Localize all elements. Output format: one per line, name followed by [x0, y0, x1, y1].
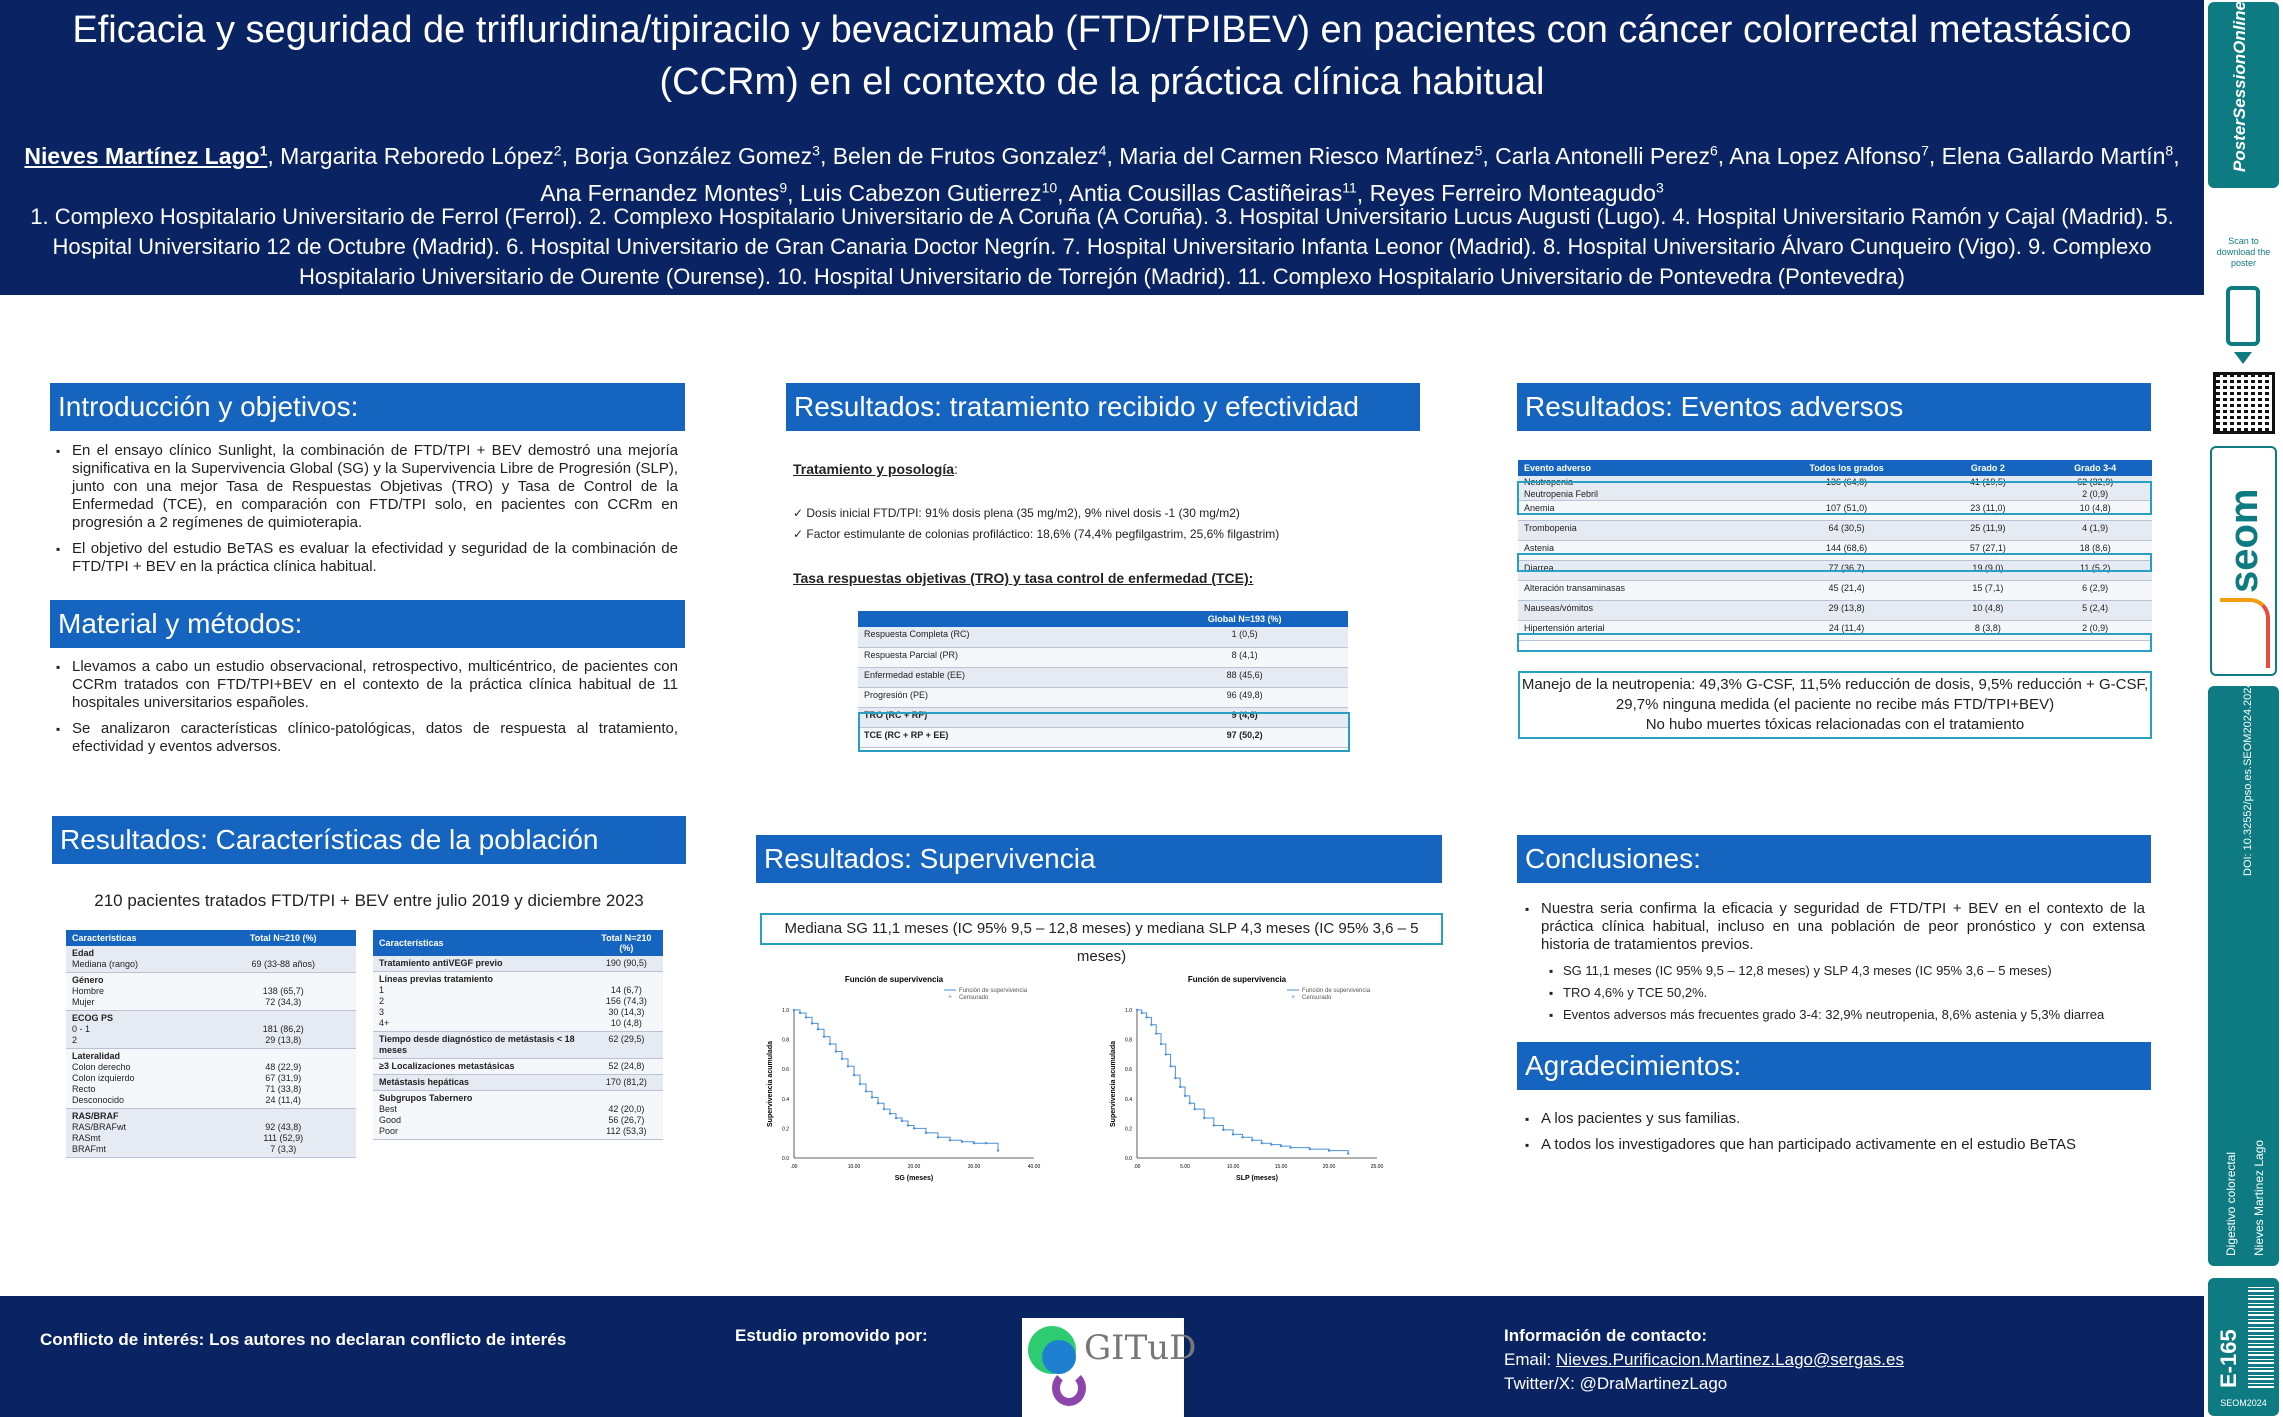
- table-header-row: Características Total N=210 (%): [66, 930, 356, 946]
- intro-heading: Introducción y objetivos:: [50, 383, 685, 431]
- author: Antia Cousillas Castiñeiras$^{11}$: [1068, 179, 1357, 207]
- table-row: RAS/BRAF RAS/BRAFwt RASmt BRAFmt 92 (43,8) 111 (52,9) 7 (3,3): [66, 1109, 356, 1158]
- methods-body: [54, 658, 678, 764]
- conclusion-bullet: ▪ Nuestra seria confirma la eficacia y seguridad de FTD/TPI + BEV en el contexto de la práctica clínica habitual, incluso en una población de peor pronóstico y con extensa historia de tratamientos previos.: [1523, 900, 2145, 954]
- metro-lines-icon: [2220, 598, 2270, 668]
- data-point: [1179, 1086, 1181, 1088]
- data-point: [913, 1127, 915, 1129]
- table-row: TCE (RC + RP + EE) 97 (50,2): [858, 727, 1348, 747]
- intro-bullet: ▪ En el ensayo clínico Sunlight, la combinación de FTD/TPI + BEV demostró una mejoría significativa en la Supervivencia Global (SG) y la Supervivencia Libre de Progresión (SLP), junto con una mejor Tasa de Respuestas Objetivas (TRO) y Tasa de Control de la Enfermedad (TCE), en comparación con FTD/TPI solo, en pacientes con CCRm en progresión a 2 regímenes de quimioterapia.: [54, 442, 678, 532]
- population-table-2: [373, 930, 663, 1140]
- data-point: [997, 1149, 999, 1151]
- data-point: [889, 1112, 891, 1114]
- table-row: ≥3 Localizaciones metastásicas 52 (24,8): [373, 1059, 663, 1075]
- legend-entry: Función de supervivencia: [1302, 988, 1371, 994]
- poster-footer: [0, 1296, 2204, 1417]
- legend-censor-icon: +: [948, 994, 953, 1001]
- y-tick-label: 0.0: [782, 1156, 789, 1162]
- table-row: Edad Mediana (rango) 69 (33-88 años): [66, 946, 356, 973]
- survival-curve: [1137, 1010, 1348, 1154]
- poster-code: E-165: [2216, 1329, 2241, 1388]
- topic-text: Digestivo colorectal: [2224, 1151, 2238, 1256]
- survival-heading: Resultados: Supervivencia: [756, 835, 1442, 883]
- methods-bullet: ▪ Se analizaron características clínico-patológicas, datos de respuesta al tratamiento, efectividad y eventos adversos.: [54, 720, 678, 756]
- author: Ana Lopez Alfonso$^7$: [1729, 142, 1929, 169]
- info-strip: [2208, 681, 2279, 1266]
- phone-icon: [2226, 286, 2260, 346]
- table-row: Hipertensión arterial 24 (11,4) 8 (3,8) 2 (0,9): [1518, 621, 2152, 641]
- data-point: [1136, 1009, 1138, 1011]
- y-axis-label: Supervivencia acumulada: [1110, 1041, 1117, 1127]
- check-icon: ✓: [793, 506, 807, 520]
- legend-entry: Censurado: [959, 995, 989, 1001]
- data-point: [829, 1043, 831, 1045]
- author-list: Nieves Martínez Lago$^1$, Margarita Reboredo López$^2$, Borja González Gomez$^3$, Belen de Frutos Gonzalez$^4$, Maria del Carmen Riesco Martínez$^5$, Carla Antonelli Perez$^6$, Ana Lopez Alfonso$^7$, Elena Gallardo Martín$^8$, Ana Fernandez Montes$^9$, Luis Cabezon Gutierrez$^{10}$, Antia Cousillas Castiñeiras$^{11}$, Reyes Ferreiro Monteagudo$^3$: [24, 142, 2180, 207]
- legend-entry: Función de supervivencia: [959, 988, 1028, 994]
- legend-censor-icon: +: [1291, 994, 1296, 1001]
- table-row: Astenia 144 (68,6) 57 (27,1) 18 (8,6): [1518, 541, 2152, 561]
- data-point: [1155, 1032, 1157, 1034]
- data-point: [1193, 1108, 1195, 1110]
- author: Margarita Reboredo López$^2$: [280, 142, 562, 169]
- data-point: [1241, 1136, 1243, 1138]
- data-point: [805, 1016, 807, 1018]
- data-point: [1328, 1149, 1330, 1151]
- data-point: [799, 1012, 801, 1014]
- y-tick-label: 0.0: [1125, 1156, 1132, 1162]
- x-tick-label: 10.00: [1226, 1164, 1240, 1170]
- km-chart-os: [752, 970, 1092, 1182]
- chart-title: Función de supervivencia: [844, 975, 944, 984]
- barcode-icon: [2248, 1284, 2274, 1388]
- y-axis-label: Supervivencia acumulada: [767, 1041, 774, 1127]
- table-row: Progresión (PE) 96 (49,8): [858, 687, 1348, 707]
- side-strip: [2204, 0, 2283, 1417]
- data-point: [937, 1136, 939, 1138]
- data-point: [871, 1096, 873, 1098]
- km-chart-pfs: [1095, 970, 1435, 1182]
- x-tick-label: 20.00: [907, 1164, 921, 1170]
- treatment-subhead: Tratamiento y posología:: [793, 461, 958, 477]
- data-point: [823, 1035, 825, 1037]
- table-row: Nauseas/vómitos 29 (13,8) 10 (4,8) 5 (2,4): [1518, 601, 2152, 621]
- population-table-1: [66, 930, 356, 1158]
- conflict-statement: Conflicto de interés: Los autores no declaran conflicto de interés: [40, 1330, 567, 1349]
- astenia-highlight: [1517, 553, 2152, 572]
- qr-code-icon[interactable]: [2213, 372, 2275, 434]
- conclusion-sub-bullet: ▪ SG 11,1 meses (IC 95% 9,5 – 12,8 meses) y SLP 4,3 meses (IC 95% 3,6 – 5 meses): [1523, 962, 2145, 980]
- methods-bullet: ▪ Llevamos a cabo un estudio observacional, retrospectivo, multicéntrico, de pacientes con CCRm tratados con FTD/TPI+BEV en el contexto de la práctica clínica habitual de 11 hospitales universitarios españoles.: [54, 658, 678, 712]
- author: Reyes Ferreiro Monteagudo$^3$: [1369, 179, 1664, 207]
- conclusions-heading: Conclusiones:: [1517, 835, 2151, 883]
- x-tick-label: 40.00: [1027, 1164, 1041, 1170]
- table-row: Diarrea 77 (36,7) 19 (9,0) 11 (5,2): [1518, 561, 2152, 581]
- data-point: [817, 1028, 819, 1030]
- ack-bullet: ▪ A los pacientes y sus familias.: [1523, 1110, 2145, 1128]
- neutropenia-management-note: Manejo de la neutropenia: 49,3% G-CSF, 11,5% reducción de dosis, 9,5% reducción + G-CSF, 29,7% ninguna medida (el paciente no recibe más FTD/TPI+BEV) No hubo muertes tóxicas relacionadas con el tratamiento: [1518, 671, 2152, 739]
- data-point: [973, 1142, 975, 1144]
- promoted-by: Estudio promovido por:: [735, 1326, 928, 1345]
- intro-body: [54, 442, 678, 584]
- y-tick-label: 0.8: [1125, 1037, 1132, 1044]
- methods-heading: Material y métodos:: [50, 600, 685, 648]
- gitud-logo: GITuD: [1022, 1318, 1184, 1417]
- chart-title: Función de supervivencia: [1187, 975, 1287, 984]
- data-point: [1251, 1139, 1253, 1141]
- poster-header: [0, 0, 2204, 295]
- data-point: [841, 1058, 843, 1060]
- arrow-down-icon: [2234, 352, 2252, 364]
- response-subhead: Tasa respuestas objetivas (TRO) y tasa control de enfermedad (TCE):: [793, 570, 1254, 586]
- table-row: Tiempo desde diagnóstico de metástasis < 18 meses 62 (29,5): [373, 1032, 663, 1059]
- data-point: [901, 1120, 903, 1122]
- pso-logo: PosterSessionOnline: [2230, 1, 2249, 172]
- table-row: Subgrupos Tabernero Best Good Poor 42 (20,0) 56 (26,7) 112 (53,3): [373, 1091, 663, 1140]
- data-point: [961, 1141, 963, 1143]
- table-header-row: Evento adverso Todos los grados Grado 2 Grado 3-4: [1518, 460, 2152, 476]
- author: Carla Antonelli Perez$^6$: [1495, 142, 1718, 169]
- acknowledgements-heading: Agradecimientos:: [1517, 1042, 2151, 1090]
- data-point: [877, 1102, 879, 1104]
- response-highlight-box: [858, 712, 1350, 752]
- data-point: [1150, 1024, 1152, 1026]
- table-row: Enfermedad estable (EE) 88 (45,6): [858, 667, 1348, 687]
- treatment-heading: Resultados: tratamiento recibido y efectividad: [786, 383, 1420, 431]
- email-link[interactable]: Nieves.Purificacion.Martinez.Lago@sergas.es: [1555, 1350, 1904, 1369]
- table-row: Alteración transaminasas 45 (21,4) 15 (7,1) 6 (2,9): [1518, 581, 2152, 601]
- y-tick-label: 0.2: [782, 1126, 789, 1133]
- table-row: Género Hombre Mujer 138 (65,7) 72 (34,3): [66, 973, 356, 1011]
- y-tick-label: 0.4: [1125, 1096, 1132, 1103]
- strip-author-text: Nieves Martinez Lago: [2252, 1139, 2266, 1256]
- x-axis-label: SG (meses): [894, 1175, 934, 1182]
- data-point: [1261, 1142, 1263, 1144]
- data-point: [835, 1050, 837, 1052]
- y-tick-label: 0.8: [782, 1037, 789, 1044]
- data-point: [793, 1009, 795, 1011]
- data-point: [1160, 1043, 1162, 1045]
- data-point: [1203, 1117, 1205, 1119]
- table-row: Respuesta Parcial (PR) 8 (4,1): [858, 647, 1348, 667]
- author: Belen de Frutos Gonzalez$^4$: [832, 142, 1107, 169]
- y-tick-label: 0.2: [1125, 1126, 1132, 1133]
- author: Ana Fernandez Montes$^9$: [540, 179, 788, 207]
- author: Borja González Gomez$^3$: [574, 142, 820, 169]
- data-point: [1289, 1146, 1291, 1148]
- legend-entry: Censurado: [1302, 995, 1332, 1001]
- table-row: Neutropenia 136 (64,8) 41 (19,5) 62 (32,9): [1518, 476, 2152, 488]
- data-point: [895, 1117, 897, 1119]
- hypertension-highlight: [1517, 633, 2152, 652]
- intro-bullet: ▪ El objetivo del estudio BeTAS es evaluar la efectividad y seguridad de la combinación de FTD/TPI + BEV en la práctica clínica habitual.: [54, 540, 678, 576]
- x-axis-label: SLP (meses): [1236, 1175, 1278, 1182]
- table-row: Lateralidad Colon derecho Colon izquierdo Recto Desconocido 48 (22,9) 67 (31,9) 71 (33,8) 24 (11,4): [66, 1049, 356, 1109]
- x-tick-label: 25.00: [1370, 1164, 1384, 1170]
- table-header-row: Características Total N=210 (%): [373, 930, 663, 956]
- code-block: [2208, 1278, 2279, 1416]
- table-row: TRO (RC + RP) 9 (4,6): [858, 707, 1348, 727]
- table-row: Metástasis hepáticas 170 (81,2): [373, 1075, 663, 1091]
- author: Nieves Martínez Lago$^1$: [24, 142, 268, 169]
- x-tick-label: .00: [1133, 1164, 1141, 1170]
- acknowledgements-body: [1523, 1110, 2145, 1162]
- y-tick-label: 1.0: [782, 1008, 789, 1014]
- survival-curve: [794, 1010, 998, 1151]
- event-text: SEOM2024: [2220, 1398, 2267, 1408]
- data-point: [811, 1022, 813, 1024]
- data-point: [1141, 1012, 1143, 1014]
- population-heading: Resultados: Características de la población: [52, 816, 686, 864]
- treatment-checks: [793, 503, 1279, 545]
- survival-summary: Mediana SG 11,1 meses (IC 95% 9,5 – 12,8 meses) y mediana SLP 4,3 meses (IC 95% 3,6 – 5 meses): [760, 913, 1443, 945]
- seom-logo-block: seom: [2210, 446, 2277, 676]
- data-point: [1347, 1152, 1349, 1154]
- data-point: [1309, 1148, 1311, 1150]
- data-point: [865, 1090, 867, 1092]
- data-point: [907, 1124, 909, 1126]
- ack-bullet: ▪ A todos los investigadores que han participado activamente en el estudio BeTAS: [1523, 1136, 2145, 1154]
- x-tick-label: 15.00: [1274, 1164, 1288, 1170]
- doi-text: DOI: 10.32552/pso.es.SEOM2024.2024: [2242, 681, 2254, 876]
- data-point: [1280, 1145, 1282, 1147]
- data-point: [883, 1108, 885, 1110]
- check-item: ✓ Dosis inicial FTD/TPI: 91% dosis plena (35 mg/m2), 9% nivel dosis -1 (30 mg/m2): [793, 506, 1240, 520]
- data-point: [1169, 1065, 1171, 1067]
- affiliations: 1. Complexo Hospitalario Universitario de Ferrol (Ferrol). 2. Complexo Hospitalario Universitario de A Coruña (A Coruña). 3. Hospital Universitario Lucus Augusti (Lugo). 4. Hospital Universitario Ramón y Cajal (Madrid). 5. Hospital Universitario 12 de Octubre (Madrid). 6. Hospital Universitario de Gran Canaria Doctor Negrín. 7. Hospital Universitario Infanta Leonor (Madrid). 8. Hospital Universitario Álvaro Cunqueiro (Vigo). 9. Complexo Hospitalario Universitario de Ourente (Ourense). 10. Hospital Universitario de Torrejón (Madrid). 11. Complexo Hospitalario Universitario de Pontevedra (Pontevedra): [30, 204, 2174, 289]
- check-icon: ✓: [793, 527, 807, 541]
- author: Luis Cabezon Gutierrez$^{10}$: [799, 179, 1058, 207]
- x-tick-label: 30.00: [967, 1164, 981, 1170]
- author: Elena Gallardo Martín$^8$: [1941, 142, 2174, 169]
- conclusion-sub-bullet: ▪ Eventos adversos más frecuentes grado 3-4: 32,9% neutropenia, 8,6% astenia y 5,3% diarrea: [1523, 1006, 2145, 1024]
- contact-info: Información de contacto: Email: Nieves.Purificacion.Martinez.Lago@sergas.es Twitter/X: @DraMartinezLago: [1504, 1324, 1904, 1396]
- pso-logo-block: [2208, 2, 2279, 188]
- conclusions-body: [1523, 900, 2145, 1028]
- population-subtitle: 210 pacientes tratados FTD/TPI + BEV entre julio 2019 y diciembre 2023: [94, 891, 644, 910]
- conclusion-sub-bullet: ▪ TRO 4,6% y TCE 50,2%.: [1523, 984, 2145, 1002]
- data-point: [1222, 1129, 1224, 1131]
- x-tick-label: 20.00: [1322, 1164, 1336, 1170]
- data-point: [853, 1074, 855, 1076]
- table-row: ECOG PS 0 - 1 2 181 (86,2) 29 (13,8): [66, 1011, 356, 1049]
- data-point: [925, 1132, 927, 1134]
- data-point: [1270, 1143, 1272, 1145]
- table-header-row: Global N=193 (%): [858, 611, 1348, 627]
- table-row: Trombopenia 64 (30,5) 25 (11,9) 4 (1,9): [1518, 521, 2152, 541]
- x-tick-label: .00: [790, 1164, 798, 1170]
- scan-text: Scan to download the poster: [2216, 236, 2271, 268]
- data-point: [1174, 1077, 1176, 1079]
- data-point: [1213, 1124, 1215, 1126]
- x-tick-label: 10.00: [847, 1164, 861, 1170]
- y-tick-label: 0.6: [1125, 1067, 1132, 1074]
- data-point: [847, 1065, 849, 1067]
- data-point: [859, 1083, 861, 1085]
- data-point: [985, 1142, 987, 1144]
- data-point: [1232, 1133, 1234, 1135]
- data-point: [1184, 1095, 1186, 1097]
- y-tick-label: 0.4: [782, 1096, 789, 1103]
- data-point: [949, 1139, 951, 1141]
- table-row: Tratamiento antiVEGF previo 190 (90,5): [373, 956, 663, 972]
- table-row: Neutropenia Febril 2 (0,9): [1518, 488, 2152, 501]
- data-point: [1189, 1102, 1191, 1104]
- author: Maria del Carmen Riesco Martínez$^5$: [1119, 142, 1483, 169]
- twitter-handle[interactable]: Twitter/X: @DraMartinezLago: [1504, 1374, 1728, 1393]
- table-row: Anemia 107 (51,0) 23 (11,0) 10 (4,8): [1518, 501, 2152, 521]
- check-item: ✓ Factor estimulante de colonias profiláctico: 18,6% (74,4% pegfilgastrim, 25,6% filgastrim): [793, 527, 1280, 541]
- neutropenia-highlight: [1517, 481, 2152, 515]
- adverse-heading: Resultados: Eventos adversos: [1517, 383, 2151, 431]
- y-tick-label: 1.0: [1125, 1008, 1132, 1014]
- data-point: [1145, 1016, 1147, 1018]
- poster-title: Eficacia y seguridad de trifluridina/tipiracilo y bevacizumab (FTD/TPIBEV) en pacientes con cáncer colorrectal metastásico (CCRm) en el contexto de la práctica clínica habitual: [72, 9, 2132, 103]
- x-tick-label: 5.00: [1180, 1164, 1190, 1170]
- table-row: Respuesta Completa (RC) 1 (0,5): [858, 627, 1348, 647]
- table-row: Líneas previas tratamiento 1 2 3 4+ 14 (6,7) 156 (74,3) 30 (14,3) 10 (4,8): [373, 972, 663, 1032]
- y-tick-label: 0.6: [782, 1067, 789, 1074]
- data-point: [1165, 1053, 1167, 1055]
